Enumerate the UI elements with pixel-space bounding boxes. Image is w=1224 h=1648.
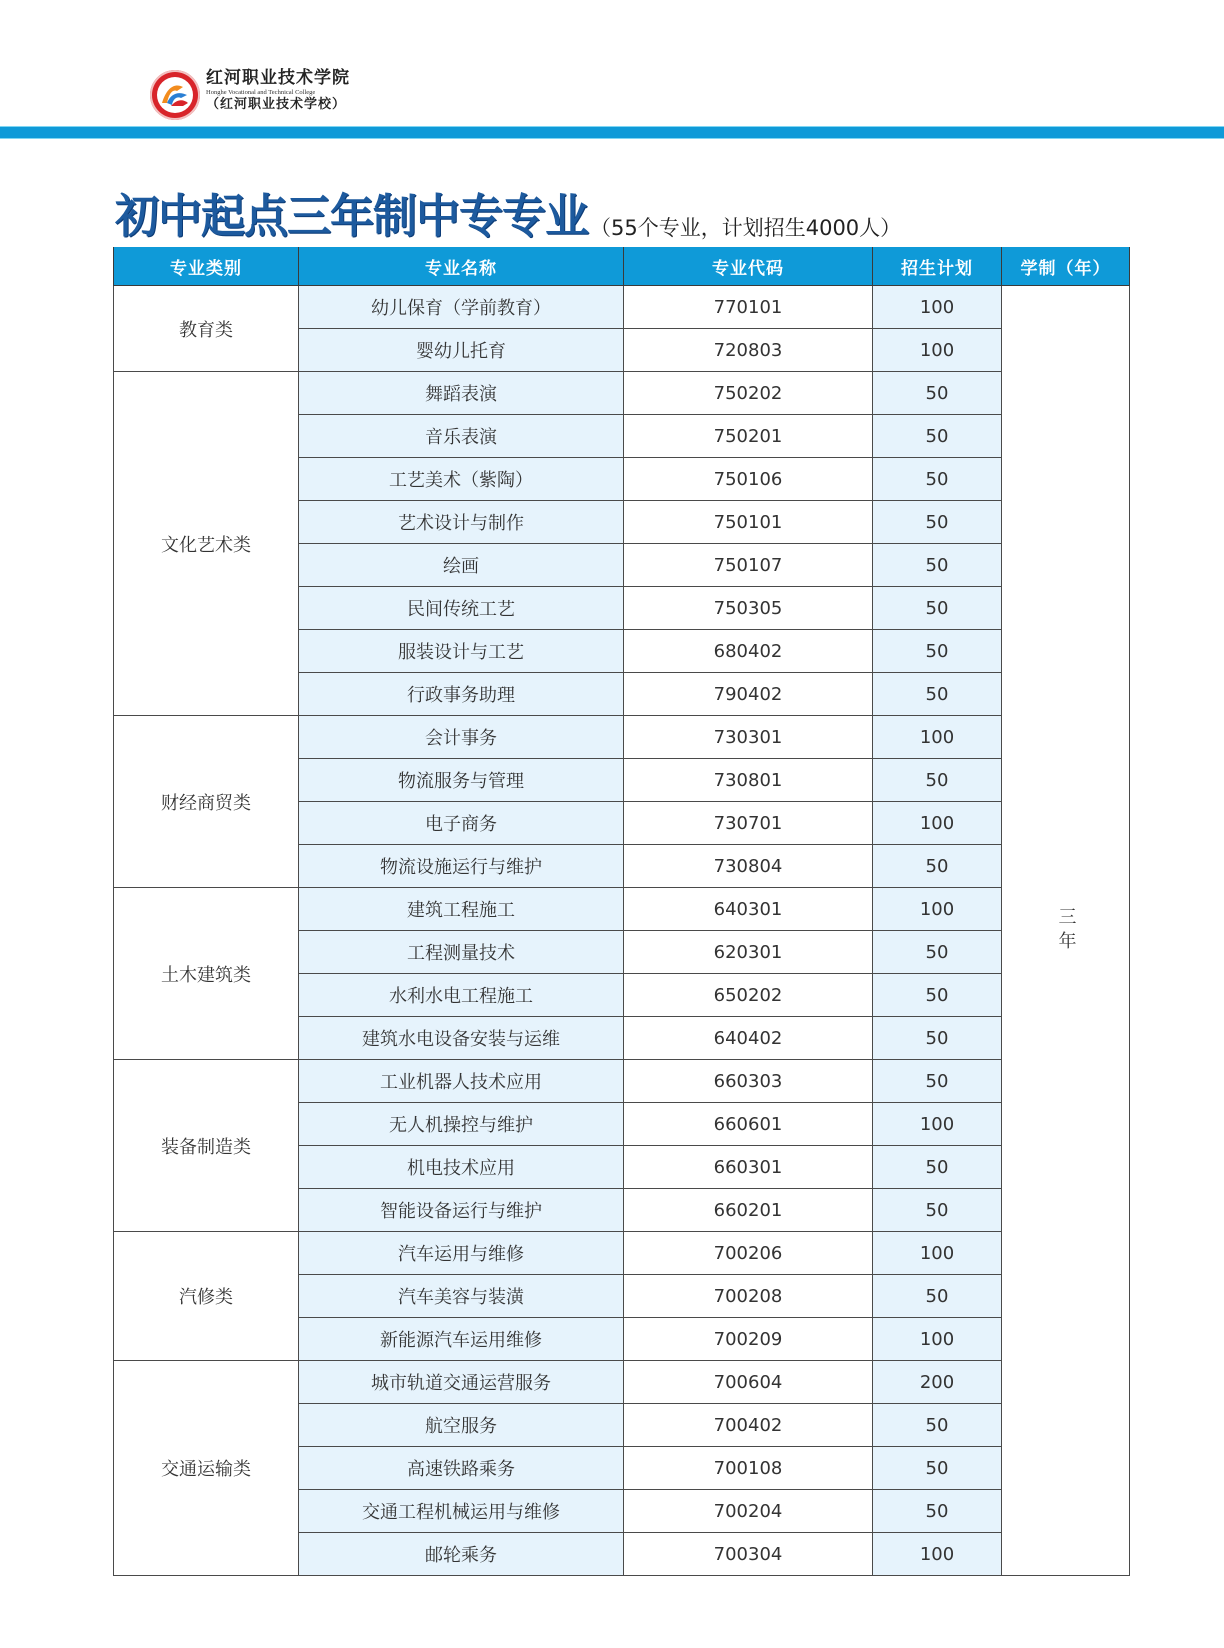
major-name-cell: 工艺美术（紫陶） — [299, 458, 624, 501]
major-code-cell: 700209 — [624, 1318, 873, 1361]
duration-cell: 三年 — [1002, 286, 1130, 1576]
major-name-cell: 行政事务助理 — [299, 673, 624, 716]
major-code-cell: 660201 — [624, 1189, 873, 1232]
major-code-cell: 770101 — [624, 286, 873, 329]
major-name-cell: 机电技术应用 — [299, 1146, 624, 1189]
enrollment-plan-cell: 100 — [873, 1318, 1002, 1361]
category-cell: 土木建筑类 — [114, 888, 299, 1060]
table-row — [114, 888, 1130, 931]
major-name-cell: 智能设备运行与维护 — [299, 1189, 624, 1232]
majors-table — [113, 247, 1130, 1576]
major-code-cell: 750106 — [624, 458, 873, 501]
enrollment-plan-cell: 100 — [873, 888, 1002, 931]
major-name-cell: 艺术设计与制作 — [299, 501, 624, 544]
category-cell: 交通运输类 — [114, 1361, 299, 1576]
page-header — [0, 0, 1224, 128]
major-code-cell: 700206 — [624, 1232, 873, 1275]
enrollment-plan-cell: 100 — [873, 802, 1002, 845]
major-code-cell: 620301 — [624, 931, 873, 974]
enrollment-plan-cell: 50 — [873, 501, 1002, 544]
enrollment-plan-cell: 50 — [873, 931, 1002, 974]
major-name-cell: 民间传统工艺 — [299, 587, 624, 630]
major-name-cell: 工程测量技术 — [299, 931, 624, 974]
enrollment-plan-cell: 50 — [873, 845, 1002, 888]
enrollment-plan-cell: 50 — [873, 1017, 1002, 1060]
school-name-cn: 红河职业技术学院 — [206, 68, 350, 88]
category-cell: 教育类 — [114, 286, 299, 372]
major-name-cell: 汽车美容与装潢 — [299, 1275, 624, 1318]
enrollment-plan-cell: 100 — [873, 1103, 1002, 1146]
table-row — [114, 372, 1130, 415]
enrollment-plan-cell: 50 — [873, 458, 1002, 501]
major-name-cell: 新能源汽车运用维修 — [299, 1318, 624, 1361]
header-divider-bar — [0, 127, 1224, 138]
column-header-plan: 招生计划 — [873, 247, 1002, 286]
enrollment-plan-cell: 50 — [873, 415, 1002, 458]
major-code-cell: 730804 — [624, 845, 873, 888]
table-row — [114, 286, 1130, 329]
enrollment-plan-cell: 50 — [873, 759, 1002, 802]
major-name-cell: 舞蹈表演 — [299, 372, 624, 415]
category-cell: 汽修类 — [114, 1232, 299, 1361]
enrollment-plan-cell: 50 — [873, 372, 1002, 415]
major-name-cell: 城市轨道交通运营服务 — [299, 1361, 624, 1404]
major-code-cell: 750101 — [624, 501, 873, 544]
major-name-cell: 建筑水电设备安装与运维 — [299, 1017, 624, 1060]
enrollment-plan-cell: 50 — [873, 1146, 1002, 1189]
major-code-cell: 700208 — [624, 1275, 873, 1318]
column-header-name: 专业名称 — [299, 247, 624, 286]
major-name-cell: 工业机器人技术应用 — [299, 1060, 624, 1103]
major-code-cell: 660601 — [624, 1103, 873, 1146]
category-cell: 装备制造类 — [114, 1060, 299, 1232]
major-name-cell: 高速铁路乘务 — [299, 1447, 624, 1490]
major-code-cell: 640402 — [624, 1017, 873, 1060]
table-header-row — [114, 247, 1130, 286]
major-name-cell: 婴幼儿托育 — [299, 329, 624, 372]
enrollment-plan-cell: 100 — [873, 329, 1002, 372]
major-code-cell: 730701 — [624, 802, 873, 845]
enrollment-plan-cell: 50 — [873, 1490, 1002, 1533]
major-code-cell: 700604 — [624, 1361, 873, 1404]
school-alt-name: （红河职业技术学校） — [206, 97, 347, 112]
major-code-cell: 700108 — [624, 1447, 873, 1490]
enrollment-plan-cell: 50 — [873, 544, 1002, 587]
major-name-cell: 服装设计与工艺 — [299, 630, 624, 673]
major-name-cell: 物流设施运行与维护 — [299, 845, 624, 888]
major-name-cell: 绘画 — [299, 544, 624, 587]
major-code-cell: 750305 — [624, 587, 873, 630]
college-brand — [206, 68, 350, 113]
major-code-cell: 680402 — [624, 630, 873, 673]
major-name-cell: 会计事务 — [299, 716, 624, 759]
table-row — [114, 716, 1130, 759]
enrollment-plan-cell: 50 — [873, 1275, 1002, 1318]
enrollment-plan-cell: 200 — [873, 1361, 1002, 1404]
major-code-cell: 640301 — [624, 888, 873, 931]
major-name-cell: 航空服务 — [299, 1404, 624, 1447]
enrollment-plan-cell: 50 — [873, 974, 1002, 1017]
column-header-duration: 学制（年） — [1002, 247, 1130, 286]
major-code-cell: 700304 — [624, 1533, 873, 1576]
enrollment-plan-cell: 100 — [873, 1533, 1002, 1576]
major-name-cell: 无人机操控与维护 — [299, 1103, 624, 1146]
table-row — [114, 1060, 1130, 1103]
enrollment-plan-cell: 100 — [873, 286, 1002, 329]
major-name-cell: 水利水电工程施工 — [299, 974, 624, 1017]
enrollment-plan-cell: 100 — [873, 1232, 1002, 1275]
enrollment-plan-cell: 50 — [873, 587, 1002, 630]
major-code-cell: 700204 — [624, 1490, 873, 1533]
major-code-cell: 730301 — [624, 716, 873, 759]
major-name-cell: 汽车运用与维修 — [299, 1232, 624, 1275]
major-name-cell: 音乐表演 — [299, 415, 624, 458]
column-header-code: 专业代码 — [624, 247, 873, 286]
major-name-cell: 物流服务与管理 — [299, 759, 624, 802]
enrollment-plan-cell: 50 — [873, 673, 1002, 716]
major-code-cell: 650202 — [624, 974, 873, 1017]
major-code-cell: 720803 — [624, 329, 873, 372]
table-row — [114, 1361, 1130, 1404]
school-name-en: Honghe Vocational and Technical College — [206, 89, 316, 96]
major-name-cell: 交通工程机械运用与维修 — [299, 1490, 624, 1533]
category-cell: 文化艺术类 — [114, 372, 299, 716]
major-name-cell: 建筑工程施工 — [299, 888, 624, 931]
major-code-cell: 660301 — [624, 1146, 873, 1189]
major-code-cell: 790402 — [624, 673, 873, 716]
category-cell: 财经商贸类 — [114, 716, 299, 888]
major-code-cell: 750201 — [624, 415, 873, 458]
enrollment-plan-cell: 50 — [873, 630, 1002, 673]
page-title — [115, 180, 901, 244]
major-code-cell: 660303 — [624, 1060, 873, 1103]
majors-table-body — [114, 286, 1130, 1576]
major-code-cell: 750107 — [624, 544, 873, 587]
major-code-cell: 700402 — [624, 1404, 873, 1447]
column-header-category: 专业类别 — [114, 247, 299, 286]
college-emblem-icon — [150, 70, 200, 120]
enrollment-plan-cell: 50 — [873, 1060, 1002, 1103]
major-name-cell: 电子商务 — [299, 802, 624, 845]
page-title-subtitle: （55个专业，计划招生4000人） — [590, 216, 902, 240]
major-code-cell: 750202 — [624, 372, 873, 415]
major-name-cell: 邮轮乘务 — [299, 1533, 624, 1576]
enrollment-plan-cell: 50 — [873, 1404, 1002, 1447]
table-row — [114, 1232, 1130, 1275]
enrollment-plan-cell: 100 — [873, 716, 1002, 759]
enrollment-plan-cell: 50 — [873, 1447, 1002, 1490]
major-code-cell: 730801 — [624, 759, 873, 802]
enrollment-plan-cell: 50 — [873, 1189, 1002, 1232]
page-title-main: 初中起点三年制中专专业 — [115, 189, 588, 244]
major-name-cell: 幼儿保育（学前教育） — [299, 286, 624, 329]
